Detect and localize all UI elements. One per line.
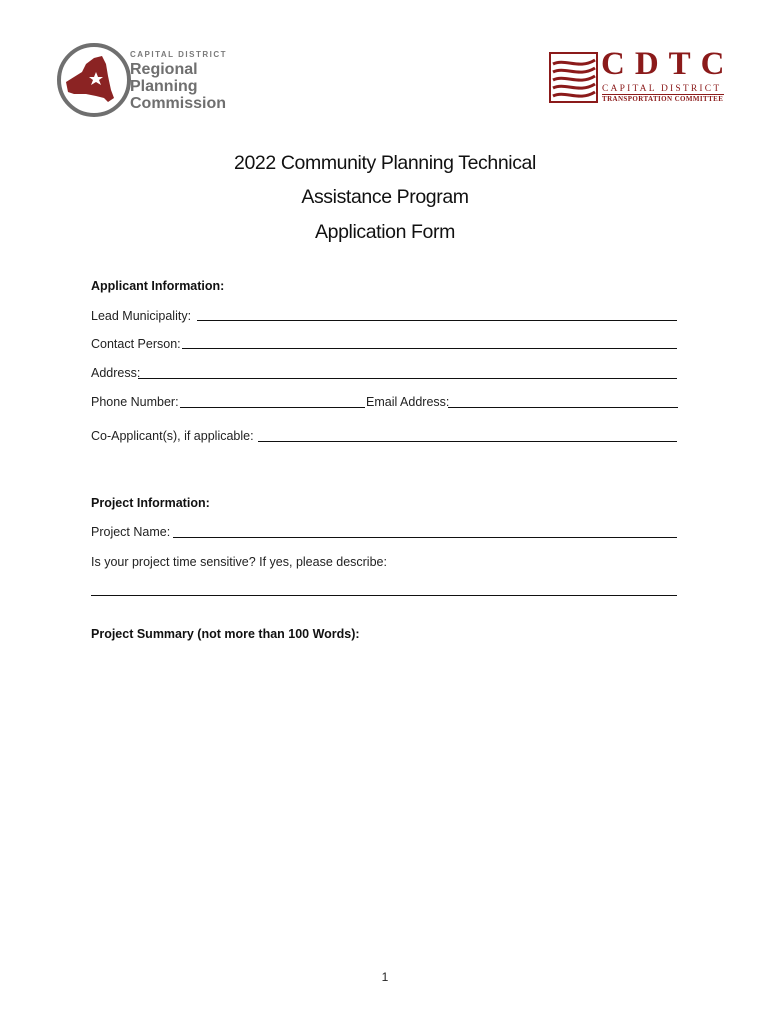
email-address-field[interactable] — [448, 407, 678, 408]
project-summary-heading: Project Summary (not more than 100 Words): — [91, 627, 360, 641]
address-label: Address: — [91, 366, 141, 380]
title-line-3: Application Form — [315, 221, 455, 243]
title-line-1: 2022 Community Planning Technical — [234, 152, 536, 174]
cdtc-subtitle-2: TRANSPORTATION COMMITTEE — [602, 95, 724, 103]
cdtc-subtitle-1: CAPITAL DISTRICT — [602, 84, 722, 94]
contact-person-label: Contact Person: — [91, 337, 181, 351]
co-applicants-label: Co-Applicant(s), if applicable: — [91, 429, 254, 443]
address-field[interactable] — [138, 378, 677, 379]
rpc-line-commission: Commission — [130, 95, 227, 112]
title-line-2: Assistance Program — [301, 186, 469, 208]
contact-person-field[interactable] — [182, 348, 677, 349]
applicant-heading: Applicant Information: — [91, 279, 225, 293]
project-name-label: Project Name: — [91, 525, 171, 539]
email-address-label: Email Address: — [366, 395, 450, 409]
project-heading: Project Information: — [91, 496, 210, 510]
time-sensitive-field[interactable] — [91, 595, 677, 596]
page-number: 1 — [381, 970, 389, 984]
new-york-state-icon — [66, 56, 114, 102]
rpc-line-regional: Regional — [130, 61, 198, 78]
lead-municipality-field[interactable] — [197, 320, 677, 321]
co-applicants-field[interactable] — [258, 441, 677, 442]
rpc-small-text: CAPITAL DISTRICT — [130, 50, 228, 59]
time-sensitive-label: Is your project time sensitive? If yes, please describe: — [91, 555, 387, 569]
phone-number-field[interactable] — [180, 407, 365, 408]
rpc-line-planning: Planning — [130, 78, 198, 95]
lead-municipality-label: Lead Municipality: — [91, 309, 192, 323]
project-summary-area[interactable] — [91, 650, 677, 950]
cdtc-letters: CDTC — [601, 46, 735, 82]
project-name-field[interactable] — [173, 537, 677, 538]
phone-number-label: Phone Number: — [91, 395, 179, 409]
